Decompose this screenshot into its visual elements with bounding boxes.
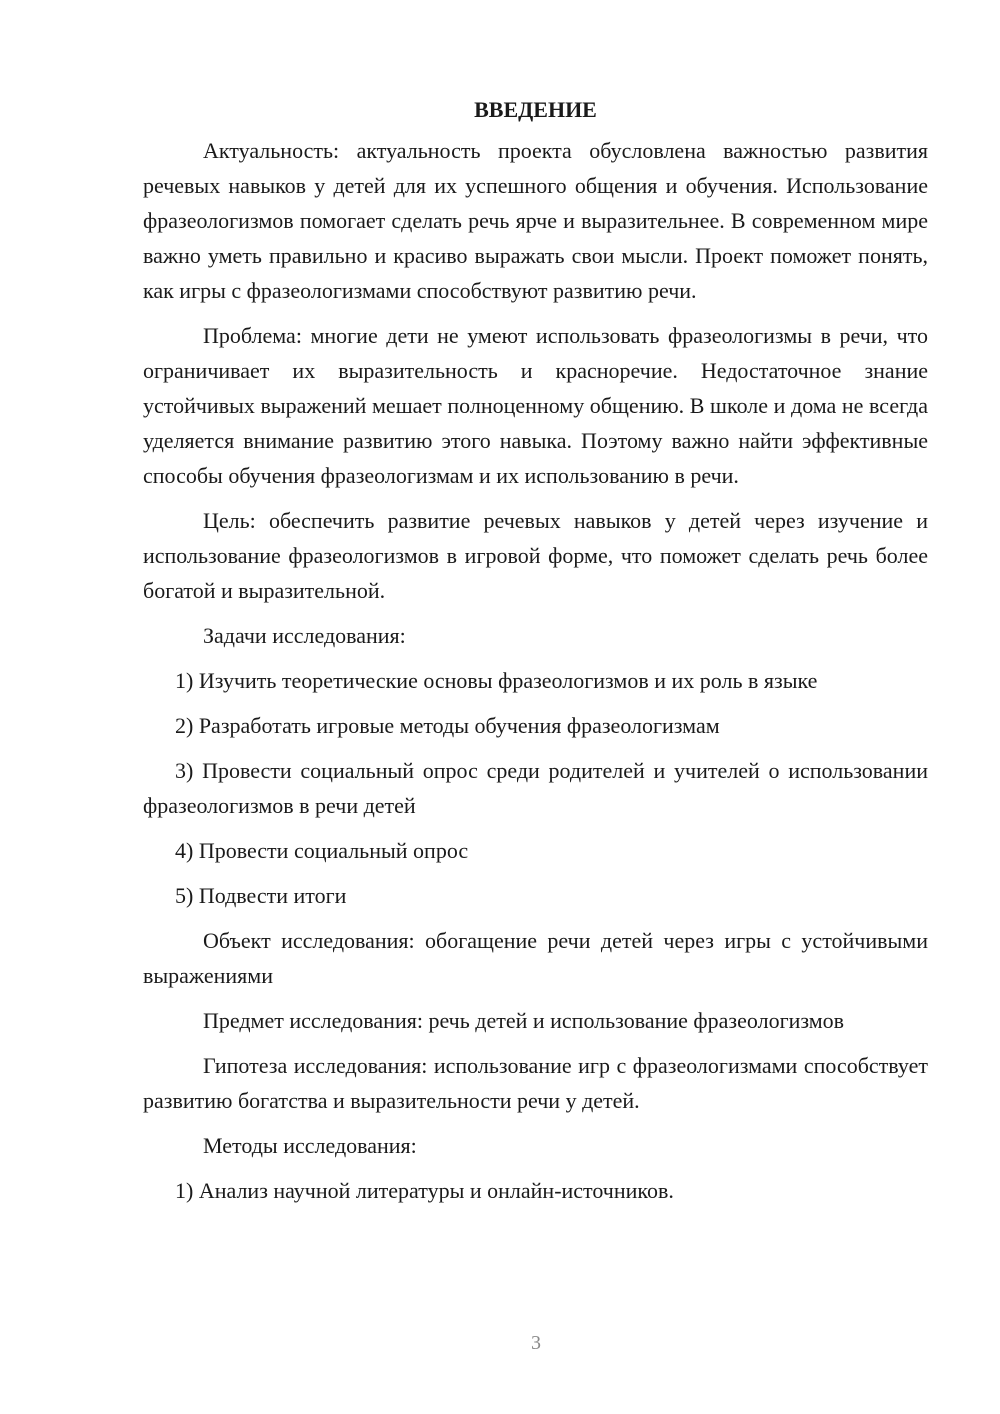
section-title: ВВЕДЕНИЕ (474, 97, 597, 122)
task-item: 2) Разработать игровые методы обучения фразеологизмам (175, 713, 720, 738)
method-item: 1) Анализ научной литературы и онлайн-источников. (175, 1178, 674, 1203)
task-item: 3) Провести социальный опрос среди родителей и учителей о использовании фразеологизмов в речи детей (143, 758, 928, 818)
paragraph-hypothesis: Гипотеза исследования: использование игр с фразеологизмами способствует развитию богатства и выразительности речи у детей. (143, 1053, 928, 1113)
paragraph-subject: Предмет исследования: речь детей и использование фразеологизмов (203, 1008, 845, 1033)
task-item: 4) Провести социальный опрос (175, 838, 469, 863)
paragraph-object: Объект исследования: обогащение речи детей через игры с устойчивыми выражениями (143, 928, 928, 988)
document-body (143, 92, 928, 1218)
methods-heading: Методы исследования: (203, 1133, 417, 1158)
task-item: 5) Подвести итоги (175, 883, 347, 908)
paragraph-relevance: Актуальность: актуальность проекта обусловлена важностью развития речевых навыков у детей для их успешного общения и обучения. Использование фразеологизмов помогает сделать речь ярче и выразительнее. В современном мире важно уметь правильно и красиво выражать свои мысли. Проект поможет понять, как игры с фразеологизмами способствуют развитию речи. (143, 138, 928, 303)
tasks-heading: Задачи исследования: (203, 623, 406, 648)
paragraph-problem: Проблема: многие дети не умеют использовать фразеологизмы в речи, что ограничивает их выразительность и красноречие. Недостаточное знание устойчивых выражений мешает полноценному общению. В школе и дома не всегда уделяется внимание развитию этого навыка. Поэтому важно найти эффективные способы обучения фразеологизмам и их использованию в речи. (143, 323, 928, 488)
task-item: 1) Изучить теоретические основы фразеологизмов и их роль в языке (175, 668, 818, 693)
page-number: 3 (531, 1332, 541, 1354)
paragraph-goal: Цель: обеспечить развитие речевых навыков у детей через изучение и использование фразеологизмов в игровой форме, что поможет сделать речь более богатой и выразительной. (143, 508, 928, 603)
